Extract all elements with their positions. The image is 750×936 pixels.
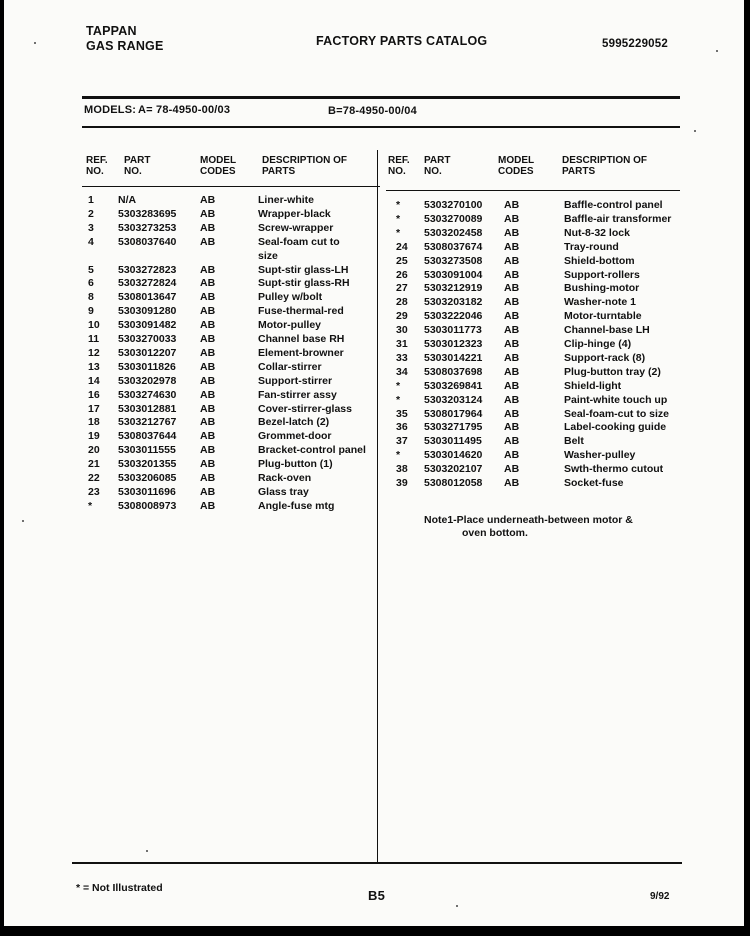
model-code-cell: AB bbox=[200, 388, 216, 401]
part-number-cell: 5303012881 bbox=[118, 402, 177, 415]
part-number-cell: 5303270089 bbox=[424, 212, 483, 225]
part-number-cell: 5303202458 bbox=[424, 226, 483, 239]
part-number-cell: 5303011826 bbox=[118, 360, 176, 373]
header-rule-bottom bbox=[82, 126, 680, 128]
ref-cell: 3 bbox=[88, 221, 94, 234]
scan-speck bbox=[716, 50, 718, 52]
ref-cell: 6 bbox=[88, 277, 94, 290]
ref-cell: * bbox=[396, 212, 401, 225]
part-number-cell: 5308017964 bbox=[424, 407, 483, 420]
description-cell: Paint-white touch up bbox=[564, 393, 668, 406]
description-cell: Motor-pulley bbox=[258, 319, 321, 332]
description-cell: Cover-stirrer-glass bbox=[258, 402, 352, 415]
part-number-cell: 5303212767 bbox=[118, 416, 177, 429]
model-code-cell: AB bbox=[200, 458, 216, 471]
ref-cell: 39 bbox=[396, 477, 408, 489]
description-cell: Baffle-control panel bbox=[564, 199, 663, 211]
models-label: MODELS: bbox=[84, 104, 137, 116]
catalog-number: 5995229052 bbox=[602, 38, 668, 50]
part-number-cell: 5303011495 bbox=[424, 435, 482, 448]
ref-cell: 5 bbox=[88, 263, 94, 276]
model-code-cell: AB bbox=[200, 305, 216, 318]
description-cell: Bezel-latch (2) bbox=[258, 416, 330, 429]
part-number-cell: 5303091004 bbox=[424, 268, 483, 281]
part-number-cell: N/A bbox=[118, 194, 137, 206]
colhdr-rule-left bbox=[82, 186, 380, 187]
description-cell: Clip-hinge (4) bbox=[564, 338, 632, 350]
brand-label: TAPPAN bbox=[86, 24, 137, 38]
ref-cell: * bbox=[396, 199, 401, 211]
part-number-cell: 5303206085 bbox=[118, 472, 177, 484]
scan-speck bbox=[456, 905, 458, 907]
part-number-cell: 5303269841 bbox=[424, 379, 483, 392]
ref-cell: 22 bbox=[88, 472, 100, 484]
table-row bbox=[4, 338, 744, 351]
col-ref-right: REF. NO. bbox=[388, 155, 410, 177]
description-cell: Liner-white bbox=[258, 194, 315, 206]
ref-cell: 16 bbox=[88, 388, 100, 401]
note-line-1: Note1-Place underneath-between motor & bbox=[424, 514, 633, 526]
ref-cell: 27 bbox=[396, 282, 408, 295]
model-code-cell: AB bbox=[200, 235, 216, 248]
part-number-cell: 5303203182 bbox=[424, 296, 483, 309]
product-label: GAS RANGE bbox=[86, 39, 164, 53]
model-code-cell: AB bbox=[504, 324, 520, 337]
scan-speck bbox=[34, 42, 36, 44]
col-model-right: MODEL CODES bbox=[498, 155, 534, 177]
description-cell: Shield-light bbox=[564, 379, 622, 392]
table-row bbox=[4, 269, 744, 282]
scan-speck bbox=[694, 130, 696, 132]
description-cell: Bracket-control panel bbox=[258, 444, 366, 457]
table-row bbox=[4, 255, 744, 268]
part-number-cell: 5308037698 bbox=[424, 365, 483, 378]
model-code-cell: AB bbox=[200, 207, 216, 220]
ref-cell: * bbox=[396, 379, 401, 392]
model-code-cell: AB bbox=[504, 212, 520, 225]
model-code-cell: AB bbox=[200, 333, 216, 345]
ref-cell: 26 bbox=[396, 268, 408, 281]
table-row bbox=[4, 477, 744, 490]
description-cell: Swth-thermo cutout bbox=[564, 463, 664, 476]
ref-cell: 30 bbox=[396, 324, 408, 337]
table-row bbox=[4, 282, 744, 295]
model-code-cell: AB bbox=[504, 449, 520, 462]
part-number-cell: 5303202978 bbox=[118, 374, 177, 387]
col-part-left: PART NO. bbox=[124, 155, 151, 177]
model-code-cell: AB bbox=[504, 463, 520, 476]
ref-cell: 11 bbox=[88, 333, 100, 345]
description-cell: Washer-pulley bbox=[564, 449, 636, 462]
model-code-cell: AB bbox=[200, 291, 216, 304]
part-number-cell: 5303091482 bbox=[118, 319, 177, 332]
ref-cell: 4 bbox=[88, 235, 94, 248]
part-number-cell: 5303012323 bbox=[424, 338, 483, 350]
part-number-cell: 5303012207 bbox=[118, 346, 177, 359]
col-ref-left: REF. NO. bbox=[86, 155, 108, 177]
model-code-cell: AB bbox=[504, 254, 520, 267]
ref-cell: 28 bbox=[396, 296, 408, 309]
page-number: B5 bbox=[368, 888, 386, 903]
description-cell: Channel base RH bbox=[258, 333, 345, 345]
description-cell: Support-rollers bbox=[564, 268, 640, 281]
description-cell: Plug-button tray (2) bbox=[564, 365, 661, 378]
table-row bbox=[4, 408, 744, 421]
col-desc-left: DESCRIPTION OF PARTS bbox=[262, 155, 348, 177]
description-cell: Motor-turntable bbox=[564, 310, 642, 323]
ref-cell: 1 bbox=[88, 194, 94, 206]
table-row bbox=[4, 449, 744, 462]
description-cell: Nut-8-32 lock bbox=[564, 226, 630, 239]
model-code-cell: AB bbox=[200, 346, 216, 359]
part-number-cell: 5303091280 bbox=[118, 305, 177, 318]
part-number-cell: 5303222046 bbox=[424, 310, 483, 323]
description-cell: Supt-stir glass-RH bbox=[258, 277, 350, 290]
model-code-cell: AB bbox=[504, 351, 520, 364]
ref-cell: 38 bbox=[396, 463, 408, 476]
part-number-cell: 5308037644 bbox=[118, 430, 177, 443]
model-code-cell: AB bbox=[504, 435, 520, 448]
description-cell: Glass tray bbox=[258, 485, 309, 498]
ref-cell: 19 bbox=[88, 430, 100, 443]
description-cell: Socket-fuse bbox=[564, 477, 624, 489]
description-cell: Washer-note 1 bbox=[564, 296, 636, 309]
model-b: B=78-4950-00/04 bbox=[328, 105, 417, 117]
model-code-cell: AB bbox=[504, 393, 520, 406]
description-cell: Baffle-air transformer bbox=[564, 212, 672, 225]
description-cell: Grommet-door bbox=[258, 430, 332, 443]
model-code-cell: AB bbox=[504, 365, 520, 378]
ref-cell: 8 bbox=[88, 291, 94, 304]
model-code-cell: AB bbox=[200, 374, 216, 387]
part-number-cell: 5303272823 bbox=[118, 263, 177, 276]
model-code-cell: AB bbox=[504, 296, 520, 309]
model-code-cell: AB bbox=[504, 310, 520, 323]
ref-cell: 10 bbox=[88, 319, 100, 332]
ref-cell: 23 bbox=[88, 485, 100, 498]
table-row bbox=[4, 500, 744, 513]
part-number-cell: 5303274630 bbox=[118, 388, 177, 401]
description-cell: Plug-button (1) bbox=[258, 458, 333, 471]
ref-cell: * bbox=[396, 449, 401, 462]
description-cell: Channel-base LH bbox=[564, 324, 650, 337]
part-number-cell: 5308037640 bbox=[118, 235, 177, 248]
table-row bbox=[4, 380, 744, 393]
scan-speck bbox=[22, 520, 24, 522]
part-number-cell: 5303273253 bbox=[118, 221, 177, 234]
description-cell: Bushing-motor bbox=[564, 282, 640, 295]
ref-cell: 35 bbox=[396, 407, 408, 420]
model-code-cell: AB bbox=[200, 263, 216, 276]
footer-legend: * = Not Illustrated bbox=[76, 882, 163, 894]
model-code-cell: AB bbox=[200, 430, 216, 443]
model-code-cell: AB bbox=[504, 282, 520, 295]
table-row bbox=[4, 213, 744, 226]
description-cell: Label-cooking guide bbox=[564, 421, 667, 434]
table-row bbox=[4, 310, 744, 323]
model-code-cell: AB bbox=[200, 194, 216, 206]
table-row bbox=[4, 366, 744, 379]
ref-cell: * bbox=[396, 393, 401, 406]
part-number-cell: 5303014221 bbox=[424, 351, 483, 364]
model-code-cell: AB bbox=[200, 319, 216, 332]
model-code-cell: AB bbox=[504, 338, 520, 350]
table-row bbox=[4, 227, 744, 240]
description-cell: Screw-wrapper bbox=[258, 221, 334, 234]
description-cell: Tray-round bbox=[564, 240, 619, 253]
model-code-cell: AB bbox=[504, 379, 520, 392]
part-number-cell: 5303203124 bbox=[424, 393, 483, 406]
part-number-cell: 5303283695 bbox=[118, 207, 177, 220]
model-code-cell: AB bbox=[504, 240, 520, 253]
part-number-cell: 5303273508 bbox=[424, 254, 483, 267]
description-cell: Element-browner bbox=[258, 346, 344, 359]
model-code-cell: AB bbox=[504, 268, 520, 281]
ref-cell: * bbox=[88, 499, 93, 512]
description-cell: Collar-stirrer bbox=[258, 360, 322, 373]
model-code-cell: AB bbox=[200, 485, 216, 498]
description-cell: Fuse-thermal-red bbox=[258, 305, 344, 318]
model-code-cell: AB bbox=[504, 477, 520, 489]
model-code-cell: AB bbox=[504, 421, 520, 434]
ref-cell: 33 bbox=[396, 351, 408, 364]
description-cell: Wrapper-black bbox=[258, 207, 331, 220]
table-row bbox=[4, 352, 744, 365]
part-number-cell: 5303202107 bbox=[424, 463, 483, 476]
model-code-cell: AB bbox=[200, 444, 216, 457]
description-cell: size bbox=[258, 249, 278, 262]
table-row bbox=[4, 241, 744, 254]
model-code-cell: AB bbox=[200, 416, 216, 429]
description-cell: Supt-stir glass-LH bbox=[258, 263, 349, 276]
model-code-cell: AB bbox=[200, 360, 216, 373]
ref-cell: 21 bbox=[88, 458, 100, 471]
part-number-cell: 5303011773 bbox=[424, 324, 482, 337]
catalog-title: FACTORY PARTS CATALOG bbox=[316, 34, 488, 48]
part-number-cell: 5308037674 bbox=[424, 240, 483, 253]
ref-cell: 31 bbox=[396, 338, 408, 350]
part-number-cell: 5303271795 bbox=[424, 421, 483, 434]
description-cell: Seal-foam-cut to size bbox=[564, 407, 670, 420]
model-code-cell: AB bbox=[200, 402, 216, 415]
description-cell: Support-stirrer bbox=[258, 374, 333, 387]
note-line-2: oven bottom. bbox=[462, 527, 528, 539]
colhdr-rule-right bbox=[386, 190, 680, 191]
ref-cell: 18 bbox=[88, 416, 100, 429]
part-number-cell: 5303212919 bbox=[424, 282, 483, 295]
description-cell: Shield-bottom bbox=[564, 254, 635, 267]
scan-speck bbox=[146, 850, 148, 852]
ref-cell: 17 bbox=[88, 402, 100, 415]
part-number-cell: 5308012058 bbox=[424, 477, 483, 489]
catalog-page bbox=[4, 0, 744, 926]
table-row bbox=[4, 199, 744, 212]
col-model-left: MODEL CODES bbox=[200, 155, 236, 177]
description-cell: Belt bbox=[564, 435, 584, 448]
part-number-cell: 5303270100 bbox=[424, 199, 483, 211]
table-row bbox=[4, 324, 744, 337]
table-row bbox=[4, 296, 744, 309]
model-code-cell: AB bbox=[504, 407, 520, 420]
part-number-cell: 5308013647 bbox=[118, 291, 177, 304]
ref-cell: 12 bbox=[88, 346, 100, 359]
description-cell: Angle-fuse mtg bbox=[258, 499, 335, 512]
header-rule-top bbox=[82, 96, 680, 99]
footer-date: 9/92 bbox=[650, 891, 670, 902]
ref-cell: * bbox=[396, 226, 401, 239]
table-row bbox=[4, 435, 744, 448]
ref-cell: 25 bbox=[396, 254, 408, 267]
description-cell: Support-rack (8) bbox=[564, 351, 646, 364]
table-row bbox=[4, 421, 744, 434]
part-number-cell: 5303011555 bbox=[118, 444, 176, 457]
model-a: A= 78-4950-00/03 bbox=[138, 104, 231, 116]
description-cell: Rack-oven bbox=[258, 472, 312, 484]
ref-cell: 2 bbox=[88, 207, 94, 220]
col-desc-right: DESCRIPTION OF PARTS bbox=[562, 155, 648, 177]
footer-rule bbox=[72, 862, 682, 864]
ref-cell: 14 bbox=[88, 374, 100, 387]
ref-cell: 37 bbox=[396, 435, 408, 448]
part-number-cell: 5303270033 bbox=[118, 333, 177, 345]
model-code-cell: AB bbox=[504, 226, 520, 239]
part-number-cell: 5303201355 bbox=[118, 458, 177, 471]
table-row bbox=[4, 394, 744, 407]
ref-cell: 24 bbox=[396, 240, 408, 253]
part-number-cell: 5303011696 bbox=[118, 485, 176, 498]
ref-cell: 13 bbox=[88, 360, 100, 373]
description-cell: Fan-stirrer assy bbox=[258, 388, 337, 401]
part-number-cell: 5308008973 bbox=[118, 499, 177, 512]
model-code-cell: AB bbox=[504, 199, 520, 211]
ref-cell: 9 bbox=[88, 305, 94, 318]
model-code-cell: AB bbox=[200, 472, 216, 484]
description-cell: Pulley w/bolt bbox=[258, 291, 323, 304]
description-cell: Seal-foam cut to bbox=[258, 235, 340, 248]
ref-cell: 29 bbox=[396, 310, 408, 323]
ref-cell: 20 bbox=[88, 444, 100, 457]
part-number-cell: 5303272824 bbox=[118, 277, 177, 290]
table-row bbox=[4, 463, 744, 476]
col-part-right: PART NO. bbox=[424, 155, 451, 177]
model-code-cell: AB bbox=[200, 221, 216, 234]
model-code-cell: AB bbox=[200, 499, 216, 512]
ref-cell: 36 bbox=[396, 421, 408, 434]
model-code-cell: AB bbox=[200, 277, 216, 290]
part-number-cell: 5303014620 bbox=[424, 449, 483, 462]
ref-cell: 34 bbox=[396, 365, 408, 378]
